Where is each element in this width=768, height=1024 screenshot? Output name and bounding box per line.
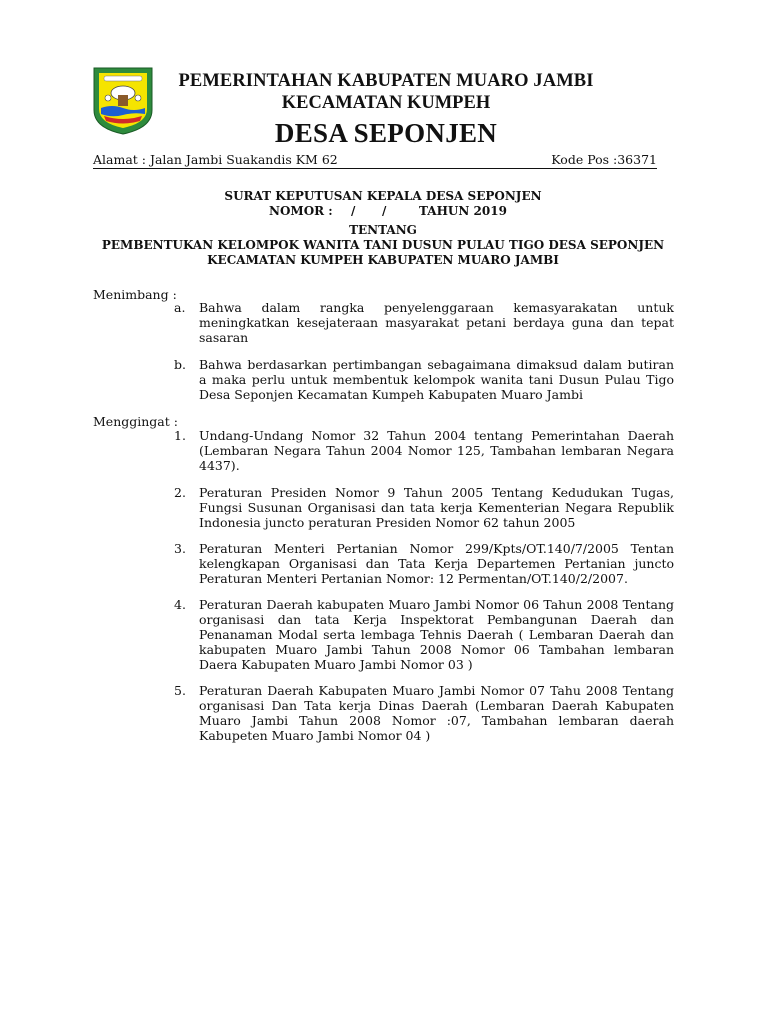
item-text: Undang-Undang Nomor 32 Tahun 2004 tentang Pemerintahan Daerah (Lembaran Negara Tahun 2004 Nomor 125, Tambahan lembaran Negara 4437). xyxy=(199,428,674,473)
address-text: Alamat : Jalan Jambi Suakandis KM 62 xyxy=(93,152,338,167)
item-marker: 5. xyxy=(174,683,186,698)
item-marker: a. xyxy=(174,300,186,315)
menimbang-label: Menimbang : xyxy=(93,287,177,302)
item-text: Peraturan Daerah Kabupaten Muaro Jambi Nomor 07 Tahu 2008 Tentang organisasi Dan Tata kerja Dinas Daerah (Lembaran Daerah Kabupaten Muaro Jambi Tahun 2008 Nomor :07, Tambahan lembaran daerah Kabupeten Muaro Jambi Nomor 04 ) xyxy=(199,683,674,743)
item-marker: 2. xyxy=(174,485,186,500)
district-title: KECAMATAN KUMPEH xyxy=(281,93,491,113)
item-text: Peraturan Menteri Pertanian Nomor 299/Kpts/OT.140/7/2005 Tentan kelengkapan Organisasi dan Tata Kerja Departemen Pertanian juncto Peraturan Menteri Pertanian Nomor: 12 Permentan/OT.140/2/2007. xyxy=(199,541,674,586)
item-marker: b. xyxy=(174,357,186,372)
decree-year: TAHUN 2019 xyxy=(419,204,507,218)
menggingat-item xyxy=(174,428,674,473)
decree-title: SURAT KEPUTUSAN KEPALA DESA SEPONJEN xyxy=(224,189,542,203)
menimbang-item xyxy=(174,300,674,345)
item-marker: 1. xyxy=(174,428,186,443)
address-line xyxy=(93,151,657,169)
letterhead xyxy=(168,70,604,150)
item-text: Bahwa berdasarkan pertimbangan sebagaimana dimaksud dalam butiran a maka perlu untuk membentuk kelompok wanita tani Dusun Pulau Tigo Desa Seponjen Kecamatan Kumpeh Kabupaten Muaro Jambi xyxy=(199,357,674,402)
village-title: DESA SEPONJEN xyxy=(274,118,498,148)
number-slash-2: / xyxy=(382,204,387,218)
item-marker: 3. xyxy=(174,541,186,556)
menggingat-label: Menggingat : xyxy=(93,414,178,429)
government-title: PEMERINTAHAN KABUPATEN MUARO JAMBI xyxy=(178,71,594,91)
item-marker: 4. xyxy=(174,597,186,612)
decree-subject-line-2: KECAMATAN KUMPEH KABUPATEN MUARO JAMBI xyxy=(207,253,559,267)
decree-subject-line-1: PEMBENTUKAN KELOMPOK WANITA TANI DUSUN PULAU TIGO DESA SEPONJEN xyxy=(101,238,665,252)
item-text: Peraturan Daerah kabupaten Muaro Jambi Nomor 06 Tahun 2008 Tentang organisasi dan tata Kerja Inspektorat Pembangunan Daerah dan Penanaman Modal serta lembaga Tehnis Daerah ( Lembaran Daerah dan kabupaten Muaro Jambi Tahun 2008 Nomor 06 Tambahan lembaran Daera Kabupaten Muaro Jambi Nomor 03 ) xyxy=(199,597,674,672)
menggingat-item xyxy=(174,683,674,743)
number-slash-1: / xyxy=(351,204,356,218)
menggingat-item xyxy=(174,485,674,530)
regency-crest-icon xyxy=(90,66,156,136)
item-text: Peraturan Presiden Nomor 9 Tahun 2005 Tentang Kedudukan Tugas, Fungsi Susunan Organisasi dan tata kerja Kementerian Negara Republik Indonesia juncto peraturan Presiden Nomor 62 tahun 2005 xyxy=(199,485,674,530)
menggingat-item xyxy=(174,597,674,672)
item-text: Bahwa dalam rangka penyelenggaraan kemasyarakatan untuk meningkatkan kesejateraan masyarakat petani berdaya guna dan tepat sasaran xyxy=(199,300,674,345)
postal-code: Kode Pos :36371 xyxy=(551,152,657,167)
menimbang-item xyxy=(174,357,674,402)
decree-number xyxy=(265,204,507,219)
menggingat-item xyxy=(174,541,674,586)
nomor-label: NOMOR : xyxy=(269,204,333,218)
tentang-heading: TENTANG xyxy=(349,223,417,237)
decree-title-block xyxy=(93,189,673,268)
